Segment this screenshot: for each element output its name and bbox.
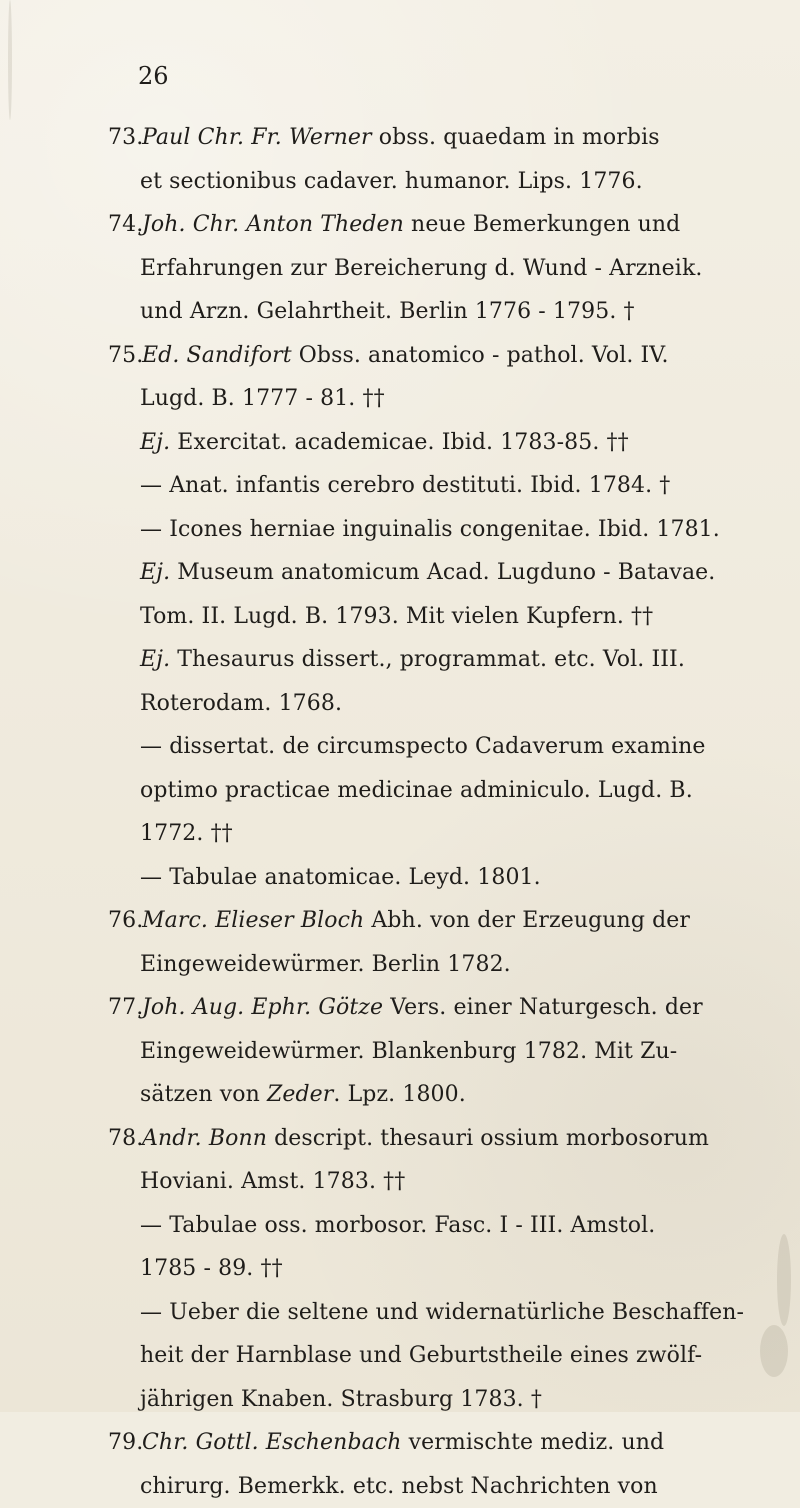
text-fragment: — Anat. infantis cerebro destituti. Ibid. 1784. † (140, 473, 670, 498)
text-fragment: und Arzn. Gelahrtheit. Berlin 1776 - 1795. † (140, 299, 635, 324)
entry-line (108, 1204, 708, 1248)
entry-line (108, 1247, 708, 1291)
text-fragment: sätzen von (140, 1082, 267, 1107)
entry-line (108, 943, 708, 987)
entry-line (108, 421, 708, 465)
text-fragment: Thesaurus dissert., programmat. etc. Vol. III. (170, 647, 685, 672)
entry-line (108, 508, 708, 552)
entry-line (108, 464, 708, 508)
text-fragment: chirurg. Bemerkk. etc. nebst Nachrichten von (140, 1474, 658, 1499)
text-fragment: descript. thesauri ossium morbosorum (267, 1126, 709, 1151)
entry-line (108, 595, 708, 639)
entry-line (108, 682, 708, 726)
text-fragment: neue Bemerkungen und (404, 212, 680, 237)
italic-text: Joh. Chr. Anton Theden (142, 212, 404, 237)
text-fragment: Tom. II. Lugd. B. 1793. Mit vielen Kupfern. †† (140, 604, 653, 629)
bibliography-entry (108, 1421, 708, 1508)
entry-line (108, 1117, 708, 1161)
bibliography-entry (108, 899, 708, 986)
paper-shadow-right (777, 1234, 791, 1326)
entry-line (108, 725, 708, 769)
entry-line (108, 1030, 708, 1074)
bibliography-entry (108, 116, 708, 203)
text-fragment: Erfahrungen zur Bereicherung d. Wund - Arzneik. (140, 256, 702, 281)
entry-line (108, 203, 708, 247)
italic-text: Paul Chr. Fr. Werner (142, 125, 372, 150)
text-fragment: Obss. anatomico - pathol. Vol. IV. (292, 343, 669, 368)
entry-number: 73. (108, 116, 142, 160)
text-fragment: vermischte mediz. und (402, 1430, 665, 1455)
entry-line (108, 1421, 708, 1465)
text-fragment: Eingeweidewürmer. Blankenburg 1782. Mit Zu- (140, 1039, 677, 1064)
paper-shadow-bottom-right (760, 1325, 788, 1377)
entry-number: 79. (108, 1421, 142, 1465)
text-fragment: — Ueber die seltene und widernatürliche Beschaffen- (140, 1300, 744, 1325)
italic-text: Ej. (140, 560, 170, 585)
entry-line (108, 899, 708, 943)
text-fragment: Lugd. B. 1777 - 81. †† (140, 386, 385, 411)
entry-line (108, 160, 708, 204)
entry-line (108, 290, 708, 334)
italic-text: Ej. (140, 647, 170, 672)
text-fragment: Vers. einer Naturgesch. der (383, 995, 703, 1020)
text-fragment: . Lpz. 1800. (333, 1082, 465, 1107)
text-fragment: 1785 - 89. †† (140, 1256, 283, 1281)
bibliography-entry (108, 203, 708, 334)
text-fragment: optimo practicae medicinae adminiculo. Lugd. B. (140, 778, 693, 803)
page-number: 26 (138, 64, 169, 88)
bibliography-entries (108, 116, 708, 1508)
entry-line (108, 1465, 708, 1508)
text-fragment: heit der Harnblase und Geburtstheile eines zwölf- (140, 1343, 702, 1368)
italic-text: Ed. Sandifort (142, 343, 292, 368)
entry-line (108, 247, 708, 291)
entry-line (108, 638, 708, 682)
text-fragment: Exercitat. academicae. Ibid. 1783-85. †† (170, 430, 629, 455)
entry-line (108, 1291, 708, 1335)
text-fragment: — Tabulae anatomicae. Leyd. 1801. (140, 865, 541, 890)
entry-line (108, 1378, 708, 1422)
entry-line (108, 769, 708, 813)
entry-line (108, 116, 708, 160)
bibliography-entry (108, 986, 708, 1117)
text-fragment: Roterodam. 1768. (140, 691, 342, 716)
entry-number: 76. (108, 899, 142, 943)
bibliography-entry (108, 1117, 708, 1422)
text-fragment: et sectionibus cadaver. humanor. Lips. 1776. (140, 169, 643, 194)
text-fragment: — Tabulae oss. morbosor. Fasc. I - III. Amstol. (140, 1213, 655, 1238)
entry-line (108, 1160, 708, 1204)
italic-text: Marc. Elieser Bloch (142, 908, 364, 933)
entry-number: 74. (108, 203, 142, 247)
text-fragment: jährigen Knaben. Strasburg 1783. † (140, 1387, 542, 1412)
entry-number: 77. (108, 986, 142, 1030)
entry-number: 75. (108, 334, 142, 378)
text-fragment: obss. quaedam in morbis (372, 125, 660, 150)
italic-text: Chr. Gottl. Eschenbach (142, 1430, 402, 1455)
entry-line (108, 856, 708, 900)
italic-text: Andr. Bonn (142, 1126, 267, 1151)
italic-text: Zeder (267, 1082, 333, 1107)
text-fragment: 1772. †† (140, 821, 233, 846)
entry-line (108, 334, 708, 378)
text-fragment: Museum anatomicum Acad. Lugduno - Batavae. (170, 560, 715, 585)
text-fragment: — dissertat. de circumspecto Cadaverum examine (140, 734, 706, 759)
text-fragment: Abh. von der Erzeugung der (364, 908, 690, 933)
paper-edge-mark (8, 0, 12, 120)
text-fragment: — Icones herniae inguinalis congenitae. Ibid. 1781. (140, 517, 720, 542)
entry-line (108, 812, 708, 856)
text-fragment: Eingeweidewürmer. Berlin 1782. (140, 952, 511, 977)
entry-line (108, 986, 708, 1030)
italic-text: Joh. Aug. Ephr. Götze (142, 995, 383, 1020)
entry-line (108, 1334, 708, 1378)
entry-line (108, 1073, 708, 1117)
text-fragment: Hoviani. Amst. 1783. †† (140, 1169, 405, 1194)
bibliography-entry (108, 334, 708, 900)
italic-text: Ej. (140, 430, 170, 455)
entry-line (108, 377, 708, 421)
entry-line (108, 551, 708, 595)
entry-number: 78. (108, 1117, 142, 1161)
